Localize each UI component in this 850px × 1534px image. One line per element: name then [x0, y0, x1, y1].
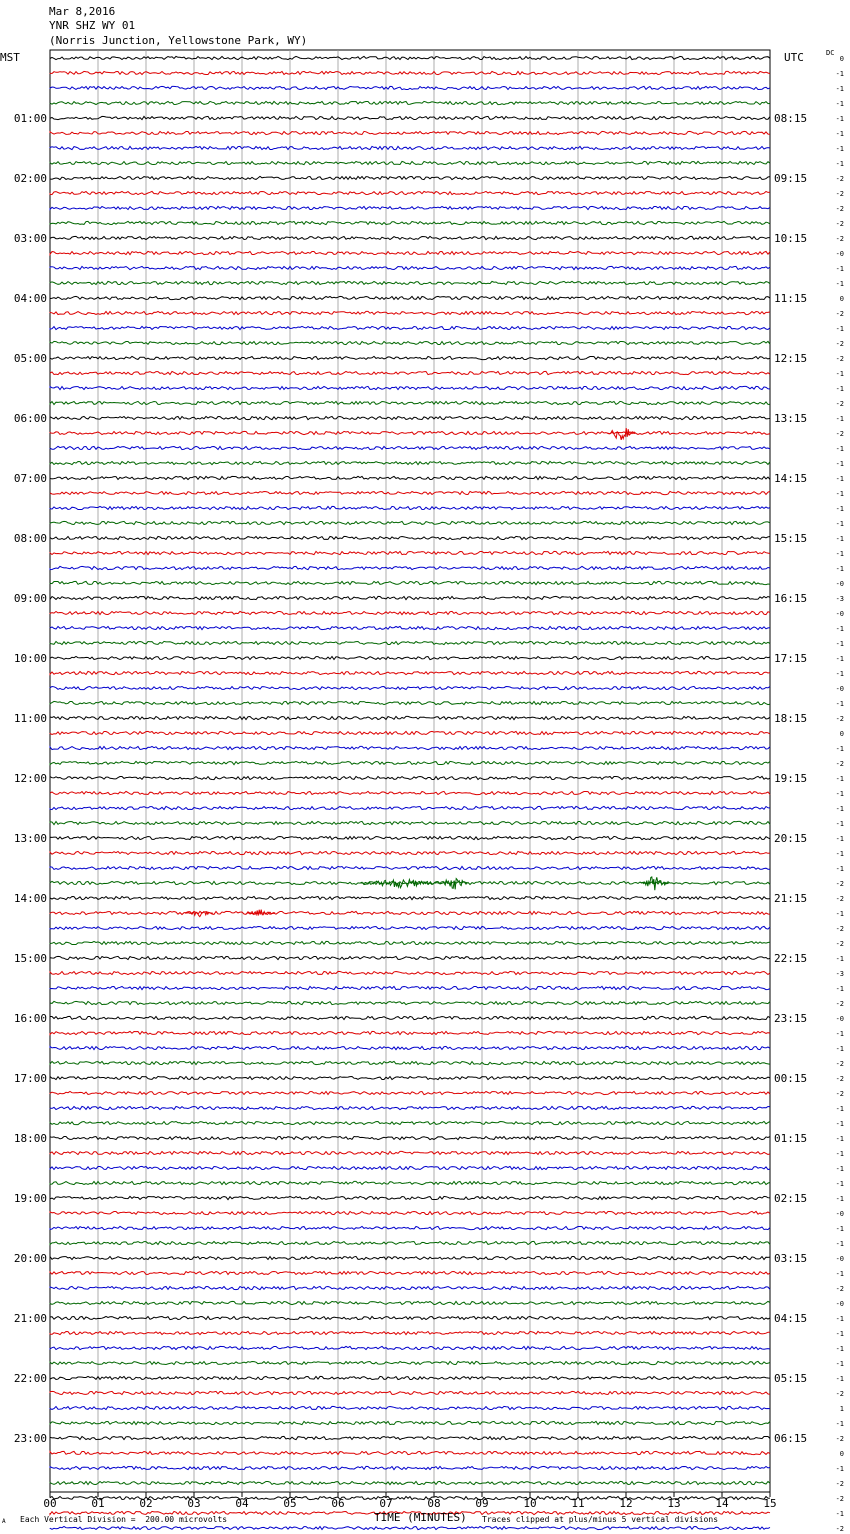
dc-offset-label: -1: [835, 535, 844, 543]
dc-offset-label: -1: [835, 460, 844, 468]
dc-offset-label: -2: [835, 895, 844, 903]
dc-offset-label: -1: [835, 985, 844, 993]
dc-offset-label: -2: [835, 1525, 844, 1533]
trace-line: [50, 1076, 770, 1079]
trace-line: [50, 986, 770, 989]
dc-offset-label: -0: [835, 580, 844, 588]
chart-date: Mar 8,2016: [49, 5, 116, 18]
dc-offset-label: -1: [835, 1165, 844, 1173]
dc-offset-label: -2: [835, 925, 844, 933]
dc-offset-label: 0: [839, 1450, 844, 1458]
x-tick-label: 03: [187, 1497, 201, 1510]
dc-offset-label: -1: [835, 325, 844, 333]
trace-line: [50, 1346, 770, 1349]
right-hour-label: 00:15: [774, 1072, 808, 1085]
dc-offset-label: -1: [835, 1330, 844, 1338]
trace-line: [50, 1481, 770, 1484]
dc-offset-label: -2: [835, 940, 844, 948]
dc-offset-label: -2: [835, 355, 844, 363]
dc-offset-label: -1: [835, 1345, 844, 1353]
trace-line: [50, 746, 770, 749]
trace-line: [50, 491, 770, 494]
dc-offset-label: 0: [839, 295, 844, 303]
trace-line: [50, 657, 770, 660]
trace-line: [50, 791, 770, 794]
plot-frame: [50, 50, 770, 1492]
trace-line: [50, 776, 770, 779]
left-hour-label: 20:00: [13, 1252, 47, 1265]
dc-offset-header: DC: [826, 49, 835, 57]
right-hour-label: 10:15: [774, 232, 808, 245]
trace-line: [50, 1196, 770, 1199]
dc-offset-label: -1: [835, 265, 844, 273]
scale-note: Each Vertical Division = 200.00 microvolts: [20, 1515, 228, 1524]
right-hour-label: 18:15: [774, 712, 808, 725]
trace-line: [50, 476, 770, 479]
left-hour-label: 02:00: [13, 172, 47, 185]
x-tick-label: 09: [475, 1497, 489, 1510]
left-hour-label: 21:00: [13, 1312, 47, 1325]
trace-line: [50, 1301, 770, 1304]
right-hour-label: 04:15: [774, 1312, 808, 1325]
trace-line: [50, 1151, 770, 1154]
trace-line: [50, 551, 770, 554]
trace-line: [50, 236, 770, 239]
dc-offset-label: -2: [835, 190, 844, 198]
left-hour-label: 03:00: [13, 232, 47, 245]
dc-offset-label: -2: [835, 400, 844, 408]
right-hour-labels: [774, 112, 807, 1445]
dc-offset-label: -1: [835, 100, 844, 108]
right-hour-label: 05:15: [774, 1372, 808, 1385]
dc-offset-label: -1: [835, 790, 844, 798]
dc-offset-label: -1: [835, 1375, 844, 1383]
right-hour-label: 16:15: [774, 592, 808, 605]
trace-line: [50, 1436, 770, 1439]
right-hour-label: 08:15: [774, 112, 808, 125]
left-hour-label: 14:00: [13, 892, 47, 905]
left-hour-label: 10:00: [13, 652, 47, 665]
clip-note: Traces clipped at plus/minus 5 vertical divisions: [482, 1515, 719, 1524]
dc-offset-label: -1: [835, 1360, 844, 1368]
trace-line: [50, 1166, 770, 1169]
trace-line: [50, 866, 770, 869]
x-tick-label: 10: [523, 1497, 537, 1510]
dc-offset-label: -1: [835, 670, 844, 678]
trace-line: [50, 1106, 770, 1109]
trace-line: [50, 1421, 770, 1424]
dc-offset-label: -1: [835, 1225, 844, 1233]
dc-offset-label: -0: [835, 685, 844, 693]
right-hour-label: 15:15: [774, 532, 808, 545]
trace-line: [50, 116, 770, 119]
trace-line: [50, 1527, 770, 1530]
trace-line: [50, 341, 770, 344]
trace-line: [50, 761, 770, 764]
left-hour-label: 19:00: [13, 1192, 47, 1205]
dc-offset-label: -2: [835, 1390, 844, 1398]
trace-line: [50, 311, 770, 314]
dc-offset-label: -2: [835, 1480, 844, 1488]
dc-offset-label: -1: [835, 505, 844, 513]
dc-offset-label: -1: [835, 1195, 844, 1203]
left-hour-labels: [14, 112, 47, 1445]
dc-offset-label: -1: [835, 820, 844, 828]
dc-offset-label: -1: [835, 1150, 844, 1158]
x-axis-title: TIME (MINUTES): [374, 1511, 467, 1524]
dc-offset-label: -1: [835, 475, 844, 483]
trace-line: [50, 611, 770, 614]
trace-line: [50, 1046, 770, 1049]
trace-line: [50, 506, 770, 509]
x-tick-label: 06: [331, 1497, 345, 1510]
trace-line: [50, 1316, 770, 1319]
right-hour-label: 21:15: [774, 892, 808, 905]
trace-line: [50, 1271, 770, 1274]
dc-offset-label: -1: [835, 490, 844, 498]
trace-line: [50, 326, 770, 329]
x-tick-label: 15: [763, 1497, 777, 1510]
dc-offset-label: -2: [835, 760, 844, 768]
trace-line: [50, 461, 770, 464]
dc-offset-label: -1: [835, 865, 844, 873]
trace-line: [50, 1016, 770, 1019]
right-hour-label: 01:15: [774, 1132, 808, 1145]
dc-offset-label: -1: [835, 1315, 844, 1323]
left-hour-label: 18:00: [13, 1132, 47, 1145]
trace-line: [50, 296, 770, 299]
trace-line: [50, 1181, 770, 1184]
trace-line: [50, 926, 770, 929]
trace-line: [50, 101, 770, 104]
dc-offset-label: 0: [839, 55, 844, 63]
dc-offset-label: -0: [835, 1210, 844, 1218]
dc-offset-label: -1: [835, 130, 844, 138]
event-burst: [607, 428, 635, 440]
trace-line: [50, 1001, 770, 1004]
dc-offset-label: -1: [835, 370, 844, 378]
dc-offset-label: -2: [835, 340, 844, 348]
trace-line: [50, 1406, 770, 1409]
dc-offset-label: -1: [835, 85, 844, 93]
right-hour-label: 02:15: [774, 1192, 808, 1205]
dc-offset-label: -1: [835, 1180, 844, 1188]
trace-line: [50, 146, 770, 149]
trace-line: [50, 1136, 770, 1139]
dc-offset-label: -1: [835, 1045, 844, 1053]
trace-line: [50, 131, 770, 134]
dc-offset-label: -2: [835, 220, 844, 228]
left-hour-label: 08:00: [13, 532, 47, 545]
left-hour-label: 23:00: [13, 1432, 47, 1445]
trace-line: [50, 581, 770, 584]
trace-line: [50, 1121, 770, 1124]
x-tick-label: 07: [379, 1497, 393, 1510]
right-hour-label: 09:15: [774, 172, 808, 185]
dc-offset-label: -1: [835, 850, 844, 858]
dc-offset-label: -0: [835, 1300, 844, 1308]
dc-offset-label: -0: [835, 610, 844, 618]
trace-line: [50, 641, 770, 644]
dc-offset-label: -1: [835, 115, 844, 123]
dc-offset-label: -1: [835, 835, 844, 843]
trace-line: [50, 521, 770, 524]
trace-line: [50, 1466, 770, 1469]
dc-offset-label: -1: [835, 625, 844, 633]
trace-line: [50, 836, 770, 839]
left-hour-label: 16:00: [13, 1012, 47, 1025]
dc-offset-label: -1: [835, 640, 844, 648]
station-location: (Norris Junction, Yellowstone Park, WY): [49, 34, 308, 47]
left-hour-label: 15:00: [13, 952, 47, 965]
dc-offset-label: -1: [835, 1105, 844, 1113]
trace-line: [50, 206, 770, 209]
right-hour-label: 12:15: [774, 352, 808, 365]
left-hour-label: 22:00: [13, 1372, 47, 1385]
left-hour-label: 13:00: [13, 832, 47, 845]
trace-line: [50, 731, 770, 734]
left-hour-label: 12:00: [13, 772, 47, 785]
x-tick-label: 13: [667, 1497, 681, 1510]
x-tick-label: 05: [283, 1497, 297, 1510]
trace-line: [50, 371, 770, 374]
trace-line: [50, 701, 770, 704]
dc-offset-label: -0: [835, 1015, 844, 1023]
trace-line: [50, 86, 770, 89]
trace-line: [50, 626, 770, 629]
dc-offset-label: -2: [835, 235, 844, 243]
dc-offset-label: -1: [835, 1270, 844, 1278]
trace-line: [50, 671, 770, 674]
trace-line: [50, 356, 770, 359]
right-hour-label: 13:15: [774, 412, 808, 425]
dc-offset-label: -2: [835, 1435, 844, 1443]
trace-line: [50, 1211, 770, 1214]
trace-line: [50, 446, 770, 449]
left-hour-label: 17:00: [13, 1072, 47, 1085]
dc-offset-label: -2: [835, 1495, 844, 1503]
dc-offset-label: -2: [835, 1090, 844, 1098]
trace-line: [50, 401, 770, 404]
dc-offset-label: -1: [835, 1030, 844, 1038]
dc-offset-label: -3: [835, 595, 844, 603]
trace-line: [50, 416, 770, 419]
dc-offset-label: -1: [835, 805, 844, 813]
right-hour-label: 23:15: [774, 1012, 808, 1025]
dc-offset-label: -2: [835, 175, 844, 183]
right-hour-label: 22:15: [774, 952, 808, 965]
trace-line: [50, 1061, 770, 1064]
trace-line: [50, 56, 770, 59]
left-hour-label: 09:00: [13, 592, 47, 605]
x-tick-label: 01: [91, 1497, 105, 1510]
right-hour-label: 03:15: [774, 1252, 808, 1265]
right-hour-label: 19:15: [774, 772, 808, 785]
dc-offset-label: -1: [835, 1240, 844, 1248]
trace-line: [50, 266, 770, 269]
right-hour-label: 20:15: [774, 832, 808, 845]
dc-offset-label: -1: [835, 910, 844, 918]
dc-offset-label: -1: [835, 550, 844, 558]
trace-line: [50, 1496, 770, 1499]
right-hour-label: 06:15: [774, 1432, 808, 1445]
trace-line: [50, 716, 770, 719]
x-axis-ticks: [43, 1492, 776, 1510]
x-tick-label: 00: [43, 1497, 57, 1510]
event-burst: [439, 879, 467, 890]
left-hour-label: 01:00: [13, 112, 47, 125]
left-hour-label: 07:00: [13, 472, 47, 485]
dc-offset-label: -2: [835, 1285, 844, 1293]
trace-line: [50, 1391, 770, 1394]
right-timezone-label: UTC: [784, 51, 804, 64]
dc-offset-label: -2: [835, 715, 844, 723]
trace-line: [50, 911, 770, 914]
trace-line: [50, 176, 770, 179]
right-hour-label: 11:15: [774, 292, 808, 305]
trace-line: [50, 1031, 770, 1034]
dc-offset-label: -2: [835, 880, 844, 888]
dc-offset-label: -1: [835, 1120, 844, 1128]
trace-line: [50, 161, 770, 164]
dc-offset-label: -1: [835, 70, 844, 78]
dc-offset-label: -1: [835, 445, 844, 453]
trace-line: [50, 971, 770, 974]
dc-offset-label: -1: [835, 1465, 844, 1473]
x-tick-label: 12: [619, 1497, 633, 1510]
dc-offset-label: -0: [835, 1255, 844, 1263]
trace-line: [50, 1361, 770, 1364]
trace-line: [50, 221, 770, 224]
left-hour-label: 06:00: [13, 412, 47, 425]
trace-line: [50, 896, 770, 899]
dc-offset-label: -1: [835, 145, 844, 153]
dc-offset-label: -2: [835, 205, 844, 213]
dc-offset-label: -2: [835, 430, 844, 438]
trace-line: [50, 1376, 770, 1379]
trace-line: [50, 431, 770, 434]
x-tick-label: 11: [571, 1497, 585, 1510]
right-hour-label: 17:15: [774, 652, 808, 665]
dc-offset-label: -1: [835, 955, 844, 963]
dc-offset-label: -1: [835, 160, 844, 168]
trace-line: [50, 536, 770, 539]
trace-group: [50, 56, 770, 1534]
x-tick-label: 04: [235, 1497, 249, 1510]
trace-line: [50, 566, 770, 569]
event-burst: [360, 880, 440, 888]
dc-offset-labels: [836, 55, 844, 1534]
trace-line: [50, 1451, 770, 1454]
trace-line: [50, 821, 770, 824]
x-tick-label: 08: [427, 1497, 441, 1510]
dc-offset-label: 1: [839, 1405, 844, 1413]
trace-line: [50, 596, 770, 599]
event-burst: [247, 910, 275, 916]
dc-offset-label: -1: [835, 565, 844, 573]
trace-line: [50, 1331, 770, 1334]
trace-line: [50, 1226, 770, 1229]
dc-offset-label: -1: [835, 775, 844, 783]
dc-offset-label: -1: [835, 385, 844, 393]
x-tick-label: 02: [139, 1497, 153, 1510]
dc-offset-label: -2: [835, 1000, 844, 1008]
trace-line: [50, 686, 770, 689]
left-hour-label: 04:00: [13, 292, 47, 305]
vertical-gridlines: [98, 50, 722, 1492]
trace-line: [50, 1286, 770, 1289]
footer-mark: A: [2, 1518, 6, 1525]
left-timezone-label: MST: [0, 51, 20, 64]
dc-offset-label: -1: [835, 415, 844, 423]
trace-line: [50, 851, 770, 854]
dc-offset-label: -3: [835, 970, 844, 978]
dc-offset-label: -0: [835, 250, 844, 258]
dc-offset-label: -2: [835, 310, 844, 318]
left-hour-label: 05:00: [13, 352, 47, 365]
trace-line: [50, 1092, 770, 1095]
trace-line: [50, 191, 770, 194]
dc-offset-label: -1: [835, 700, 844, 708]
dc-offset-label: -1: [835, 1510, 844, 1518]
trace-line: [50, 1241, 770, 1244]
x-tick-label: 14: [715, 1497, 729, 1510]
dc-offset-label: -1: [835, 280, 844, 288]
trace-line: [50, 941, 770, 944]
trace-line: [50, 281, 770, 284]
dc-offset-label: -1: [835, 1135, 844, 1143]
trace-line: [50, 806, 770, 809]
station-code: YNR SHZ WY 01: [49, 19, 136, 32]
dc-offset-label: -1: [835, 1420, 844, 1428]
dc-offset-label: -2: [835, 1060, 844, 1068]
trace-line: [50, 71, 770, 74]
trace-line: [50, 386, 770, 389]
trace-line: [50, 956, 770, 959]
dc-offset-label: -2: [835, 1075, 844, 1083]
trace-line: [50, 1256, 770, 1259]
dc-offset-label: -1: [835, 520, 844, 528]
dc-offset-label: -1: [835, 655, 844, 663]
right-hour-label: 14:15: [774, 472, 808, 485]
trace-line: [50, 251, 770, 254]
dc-offset-label: 0: [839, 730, 844, 738]
dc-offset-label: -1: [835, 745, 844, 753]
left-hour-label: 11:00: [13, 712, 47, 725]
